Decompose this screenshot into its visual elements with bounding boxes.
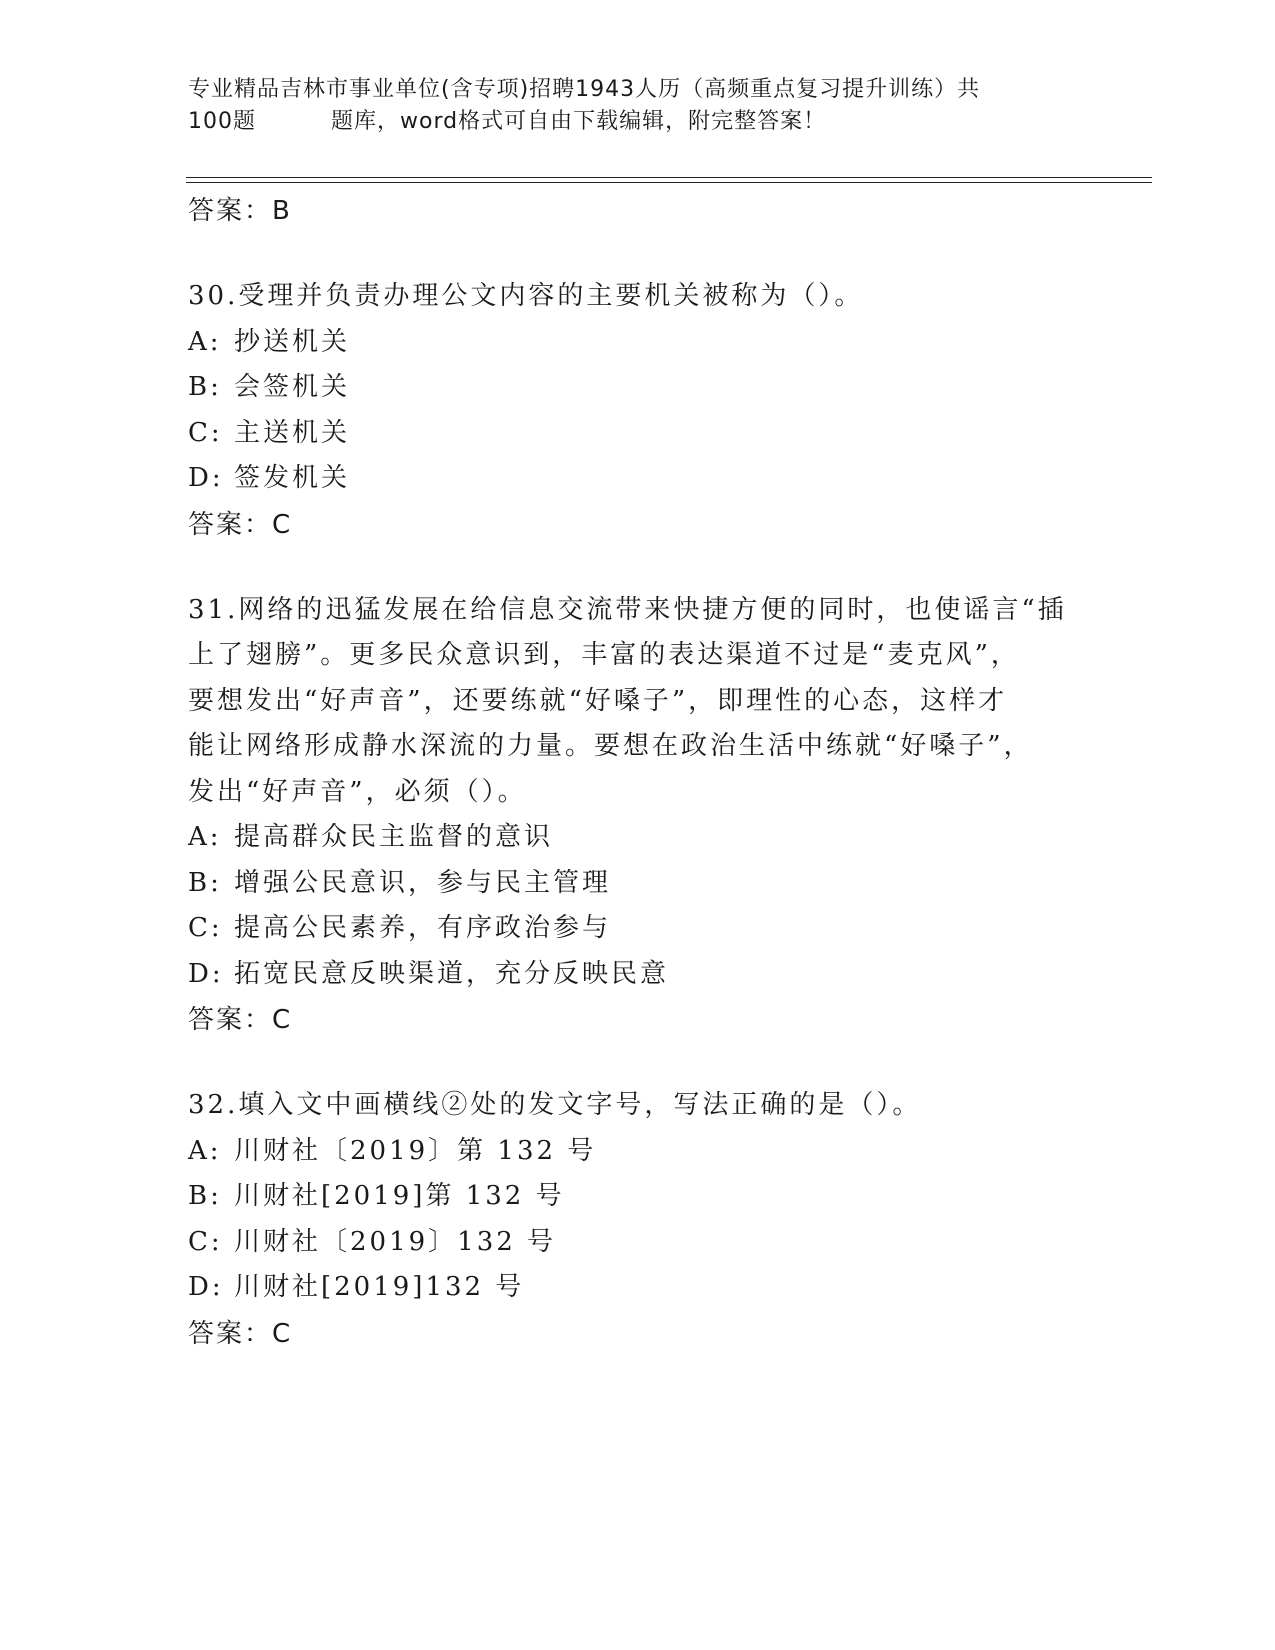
option-text: 签发机关 — [234, 463, 351, 493]
header-title-line1: 专业精品吉林市事业单位(含专项)招聘1943人历（高频重点复习提升训练）共 — [188, 77, 981, 102]
answer-q32: 答案：C — [188, 1318, 293, 1349]
header-line2-right: 题库，word格式可自由下载编辑，附完整答案！ — [331, 109, 827, 134]
option-letter: C: — [188, 1226, 223, 1257]
option-letter: B: — [188, 1181, 222, 1211]
option-text: 提高群众民主监督的意识 — [234, 822, 554, 852]
option-c — [188, 1220, 1088, 1266]
option-text: 川财社[2019]132 号 — [234, 1272, 525, 1302]
question-30 — [188, 274, 1088, 548]
question-stem — [188, 588, 1088, 816]
option-letter: D: — [188, 958, 224, 989]
option-letter: B: — [188, 867, 222, 898]
stem-line: 32.填入文中画横线②处的发文字号，写法正确的是（）。 — [188, 1090, 922, 1120]
option-letter: A: — [188, 1135, 222, 1166]
question-content — [188, 188, 1088, 1357]
option-a — [188, 815, 1088, 861]
question-32 — [188, 1083, 1088, 1357]
option-b — [188, 365, 1088, 411]
option-b — [188, 861, 1088, 907]
option-text: 抄送机关 — [234, 326, 351, 357]
stem-line: 发出“好声音”，必须（）。 — [188, 776, 527, 807]
stem-line: 上了翅膀”。更多民众意识到，丰富的表达渠道不过是“麦克风”， — [188, 640, 1020, 670]
option-a — [188, 320, 1088, 366]
option-text: 提高公民素养，有序政治参与 — [234, 913, 612, 943]
answer-q30: 答案：C — [188, 509, 293, 540]
option-letter: C: — [188, 913, 223, 943]
stem-line: 31.网络的迅猛发展在给信息交流带来快捷方便的同时，也使谣言“插 — [188, 594, 1067, 625]
stem-line: 能让网络形成静水深流的力量。要想在政治生活中练就“好嗓子”， — [188, 731, 1033, 761]
question-stem — [188, 274, 1088, 320]
option-text: 增强公民意识，参与民主管理 — [234, 867, 612, 898]
option-text: 川财社[2019]第 132 号 — [234, 1181, 565, 1211]
header-title-line2 — [188, 106, 1068, 138]
stem-line: 要想发出“好声音”，还要练就“好嗓子”，即理性的心态，这样才 — [188, 685, 1008, 716]
option-letter: C: — [188, 417, 223, 448]
option-text: 川财社〔2019〕132 号 — [234, 1226, 557, 1257]
option-c — [188, 411, 1088, 457]
option-letter: A: — [188, 822, 222, 852]
answer-q31: 答案：C — [188, 1005, 293, 1035]
option-letter: B: — [188, 372, 222, 402]
question-stem — [188, 1083, 1088, 1129]
option-letter: D: — [188, 1272, 224, 1302]
option-text: 会签机关 — [234, 372, 351, 402]
option-letter: D: — [188, 463, 224, 493]
option-d — [188, 952, 1088, 998]
option-a — [188, 1129, 1088, 1175]
answer-q29: 答案：B — [188, 196, 292, 226]
option-c — [188, 906, 1088, 952]
header-rule-bottom — [186, 182, 1152, 183]
option-text: 拓宽民意反映渠道，充分反映民意 — [234, 958, 670, 989]
question-31 — [188, 588, 1088, 1044]
stem-line: 30.受理并负责办理公文内容的主要机关被称为（）。 — [188, 281, 864, 311]
option-d — [188, 456, 1088, 502]
page-header — [188, 74, 1068, 138]
option-letter: A: — [188, 326, 222, 357]
option-text: 主送机关 — [234, 417, 351, 448]
header-rule-top — [186, 177, 1152, 178]
option-d — [188, 1265, 1088, 1311]
header-gap — [256, 106, 331, 138]
option-text: 川财社〔2019〕第 132 号 — [234, 1135, 597, 1166]
option-b — [188, 1174, 1088, 1220]
header-line2-left: 100题 — [188, 109, 256, 134]
